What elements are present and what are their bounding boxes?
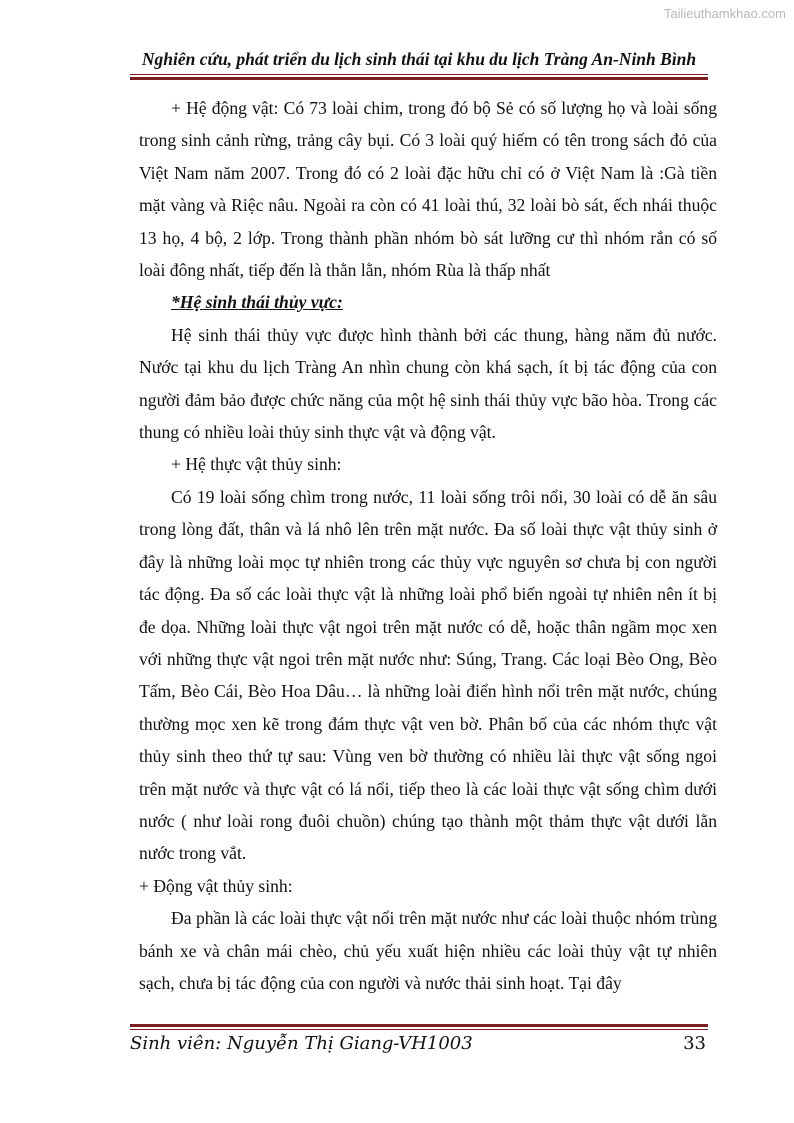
paragraph-aquatic-fauna: Đa phần là các loài thực vật nổi trên mặt nước như các loài thuộc nhóm trùng bánh xe và chân mái chèo, chủ yếu xuất hiện nhiều các loài thủy vật tự nhiên sạch, chưa bị tác động của con người và nước thải sinh hoạt. Tại đây xyxy=(139,908,717,993)
paragraph-aquatic-fauna-heading: + Động vật thủy sinh: xyxy=(139,875,293,896)
header-rule-thick xyxy=(130,77,708,80)
paragraph-aquatic-intro: Hệ sinh thái thủy vực được hình thành bởi các thung, hàng năm đủ nước. Nước tại khu du lịch Tràng An nhìn chung còn khá sạch, ít bị tác động của con người đảm bảo được chức năng của một hệ sinh thái thủy vực bão hòa. Trong các thung có nhiều loài thủy sinh thực vật và động vật. xyxy=(139,324,717,443)
footer-rule-thick xyxy=(130,1024,708,1027)
paragraph-aquatic-flora-heading: + Hệ thực vật thủy sinh: xyxy=(171,454,342,475)
section-heading-aquatic-ecosystem xyxy=(139,286,717,318)
header-rule-thin xyxy=(130,74,708,75)
paragraph-aquatic-flora: Có 19 loài sống chìm trong nước, 11 loài sống trôi nổi, 30 loài có dễ ăn sâu trong lòng đất, thân và lá nhô lên trên mặt nước. Đa số loài thực vật thủy sinh ở đây là những loài mọc tự nhiên trong các thủy vực nguyên sơ chưa bị con người tác động. Đa số các loài thực vật là những loài phổ biến ngoài tự nhiên nên ít bị đe dọa. Những loài thực vật ngoi trên mặt nước có dễ, hoặc thân ngầm mọc xen với những thực vật ngoi trên mặt nước như: Súng, Trang. Các loại Bèo Ong, Bèo Tấm, Bèo Cái, Bèo Hoa Dâu… là những loài điển hình nổi trên mặt nước, chúng thường mọc xen kẽ trong đám thực vật ven bờ. Phân bố của các nhóm thực vật thủy sinh theo thứ tự sau: Vùng ven bờ thường có nhiều lài thực vật sống ngoi trên mặt nước và thực vật có lá nổi, tiếp theo là các loài thực vật sống chìm dưới nước ( như loài rong đuôi chuồn) chúng tạo thành một thảm thực vật dưới lằn nước trong vắt. xyxy=(139,486,717,864)
footer-rule-thin xyxy=(130,1029,708,1030)
section-heading-text: *Hệ sinh thái thủy vực: xyxy=(171,292,343,313)
page-number: 33 xyxy=(683,1033,706,1054)
page-header-title: Nghiên cứu, phát triển du lịch sinh thái tại khu du lịch Tràng An-Ninh Bình xyxy=(141,49,697,69)
footer-author: Sinh viên: Nguyễn Thị Giang-VH1003 xyxy=(130,1033,473,1054)
watermark: Tailieuthamkhao.com xyxy=(663,6,786,21)
paragraph-fauna: + Hệ động vật: Có 73 loài chim, trong đó bộ Sẻ có số lượng họ và loài sống trong sinh cảnh rừng, trảng cây bụi. Có 3 loài quý hiếm có tên trong sách đỏ của Việt Nam năm 2007. Trong đó có 2 loài đặc hữu chỉ có ở Việt Nam là :Gà tiền mặt vàng và Riệc nâu. Ngoài ra còn có 41 loài thú, 32 loài bò sát, ếch nhái thuộc 13 họ, 4 bộ, 2 lớp. Trong thành phần nhóm bò sát lưỡng cư thì nhóm rắn có số loài đông nhất, tiếp đến là thằn lằn, nhóm Rùa là thấp nhất xyxy=(139,98,717,281)
page-body xyxy=(139,92,717,999)
